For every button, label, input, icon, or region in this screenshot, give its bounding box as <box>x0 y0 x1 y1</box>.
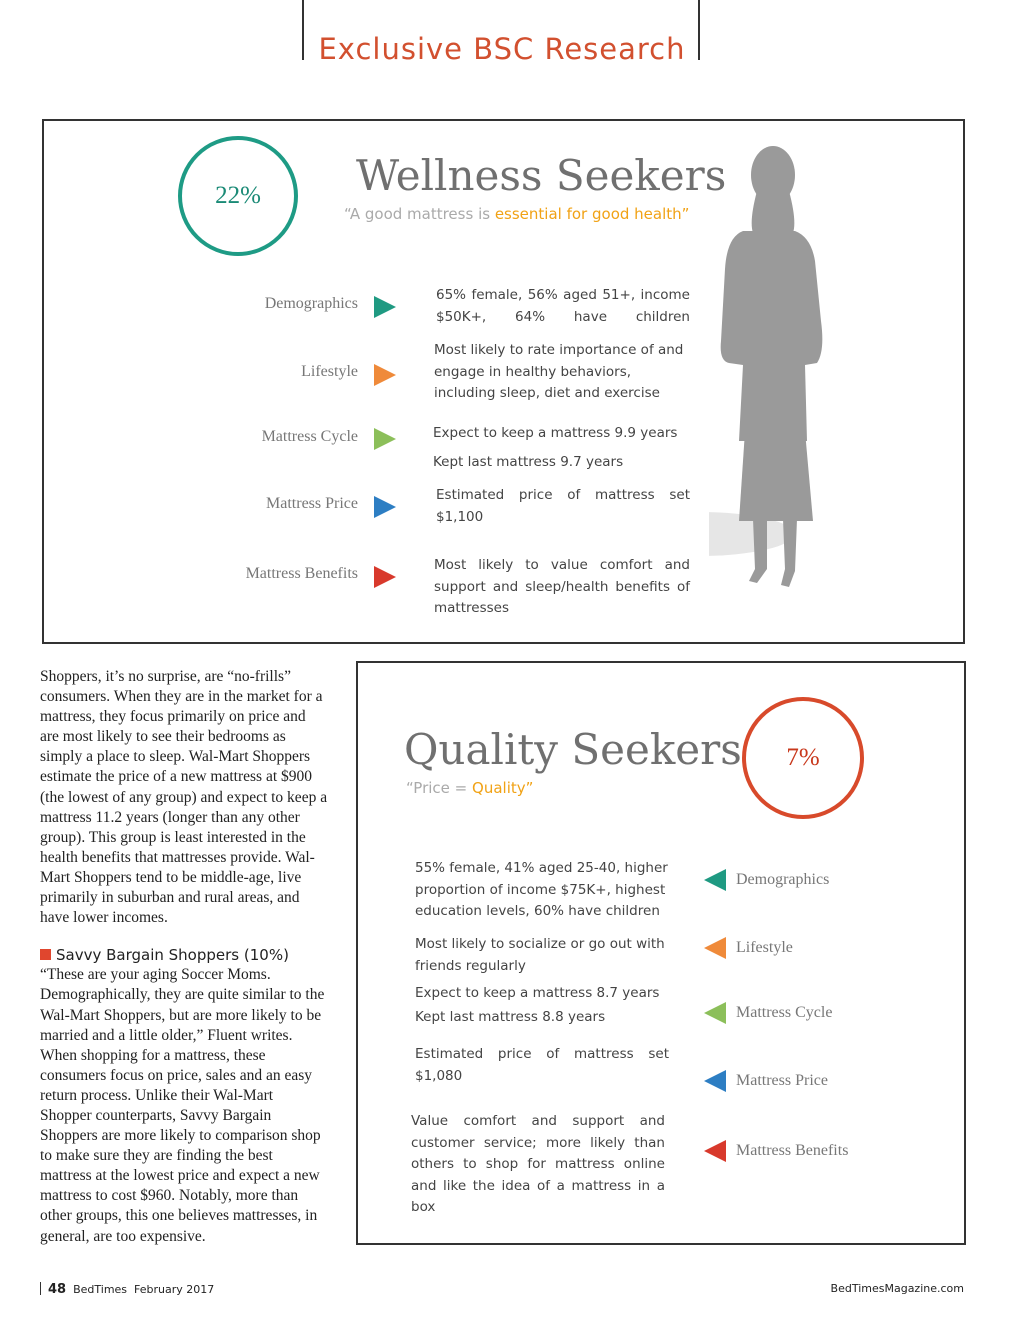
article-column <box>40 667 328 1247</box>
footer-website: BedTimesMagazine.com <box>830 1282 964 1295</box>
wellness-lifestyle-label: Lifestyle <box>301 363 358 380</box>
wellness-mattress-cycle-label: Mattress Cycle <box>261 428 358 445</box>
wellness-seekers-infographic <box>42 119 965 644</box>
wellness-lifestyle-arrow-icon <box>374 364 396 386</box>
quality-mattress-cycle-label: Mattress Cycle <box>736 1004 833 1021</box>
wellness-percent-circle <box>178 136 298 256</box>
publication-name: BedTimes <box>73 1283 128 1296</box>
quality-tagline-highlight: Quality” <box>472 779 534 797</box>
wellness-mattress-price-label: Mattress Price <box>266 495 358 512</box>
wellness-mattress-price-text: Estimated price of mattress set $1,100 <box>436 487 690 525</box>
wellness-mattress-benefits-label: Mattress Benefits <box>245 565 358 582</box>
section-title: Exclusive BSC Research <box>318 32 686 66</box>
quality-percent: 7% <box>786 744 820 771</box>
wellness-tagline <box>344 205 689 223</box>
quality-lifestyle-text: Most likely to socialize or go out with friends regularly <box>415 936 665 974</box>
quality-mattress-cycle-arrow-icon <box>704 1002 726 1024</box>
quality-mattress-price-label: Mattress Price <box>736 1072 828 1089</box>
quality-tagline-plain: “Price = <box>406 779 473 797</box>
quality-mattress-price-arrow-icon <box>704 1070 726 1092</box>
quality-lifestyle-label: Lifestyle <box>736 939 793 956</box>
article-subhead <box>40 945 328 965</box>
quality-mattress-cycle-text-2: Kept last mattress 8.8 years <box>415 1009 606 1025</box>
red-square-bullet-icon <box>40 949 51 960</box>
quality-demographics-arrow-icon <box>704 869 726 891</box>
businesswoman-silhouette-icon <box>709 141 839 596</box>
article-subhead-text: Savvy Bargain Shoppers (10%) <box>56 946 289 965</box>
wellness-lifestyle-text: Most likely to rate importance of and engage in healthy behaviors, including sleep, diet and exercise <box>434 342 684 401</box>
wellness-mattress-cycle-text-1: Expect to keep a mattress 9.9 years <box>433 425 678 441</box>
quality-lifestyle-arrow-icon <box>704 937 726 959</box>
quality-title: Quality Seekers <box>404 725 742 774</box>
page-number: 48 <box>48 1282 67 1297</box>
wellness-mattress-benefits-arrow-icon <box>374 566 396 588</box>
quality-mattress-benefits-text: Value comfort and support and customer service; more likely than others to shop for mattress online and like the idea of a mattress in a box <box>411 1113 665 1215</box>
quality-mattress-cycle-text-1: Expect to keep a mattress 8.7 years <box>415 985 660 1001</box>
wellness-demographics-text: 65% female, 56% aged 51+, income $50K+, 64% have children <box>436 287 690 325</box>
wellness-tagline-highlight: essential for good health” <box>494 205 690 223</box>
wellness-percent: 22% <box>215 182 261 209</box>
wellness-mattress-price-arrow-icon <box>374 496 396 518</box>
quality-demographics-label: Demographics <box>736 871 830 888</box>
quality-mattress-benefits-label: Mattress Benefits <box>736 1142 849 1159</box>
quality-seekers-infographic <box>356 661 966 1245</box>
quality-tagline <box>406 779 533 797</box>
footer-divider <box>40 1282 41 1295</box>
article-paragraph-2: “These are your aging Soccer Moms. Demographically, they are quite similar to the Wal-Mart Shoppers, but are more likely to be married and a little older,” Fluent writes. When shopping for a mattress, these consumers focus on price, sales and an easy return process. Unlike their Wal-Mart Shopper counterparts, Savvy Bargain Shoppers are more likely to comparison shop to make sure they are finding the best mattress at the lowest price and expect a new mattress to cost $960. Notably, more than other groups, this one believes mattresses, in general, are too expensive. <box>40 966 325 1245</box>
wellness-demographics-label: Demographics <box>264 295 358 312</box>
wellness-tagline-plain: “A good mattress is <box>344 205 495 223</box>
wellness-mattress-cycle-arrow-icon <box>374 428 396 450</box>
quality-percent-circle <box>742 697 864 819</box>
wellness-demographics-arrow-icon <box>374 296 396 318</box>
wellness-mattress-cycle-text-2: Kept last mattress 9.7 years <box>433 454 624 470</box>
wellness-mattress-benefits-text: Most likely to value comfort and support and sleep/health benefits of mattresses <box>434 557 690 616</box>
quality-demographics-text: 55% female, 41% aged 25-40, higher proportion of income $75K+, highest education levels, 60% have children <box>415 860 668 919</box>
issue-date: February 2017 <box>134 1283 215 1296</box>
wellness-title: Wellness Seekers <box>356 151 727 200</box>
article-paragraph-1: Shoppers, it’s no surprise, are “no-frills” consumers. When they are in the market for a mattress, they focus primarily on price and are most likely to see their bedrooms as simply a place to sleep. Wal-Mart Shoppers estimate the price of a new mattress at $900 (the lowest of any group) and expect to keep a mattress 11.2 years (longer than any other group). This group is least interested in the health benefits that mattresses provide. Wal-Mart Shoppers tend to be middle-age, live primarily in suburban and rural areas, and have lower incomes. <box>40 668 328 927</box>
footer-left <box>40 1282 214 1297</box>
quality-mattress-benefits-arrow-icon <box>704 1140 726 1162</box>
quality-mattress-price-text: Estimated price of mattress set $1,080 <box>415 1046 669 1084</box>
